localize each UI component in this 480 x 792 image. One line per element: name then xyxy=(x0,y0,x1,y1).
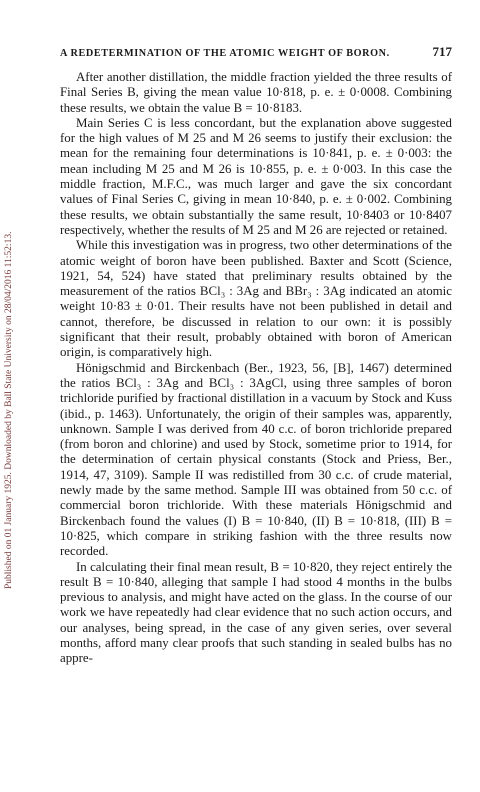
paragraph-final-mean: In calculating their final mean result, B = 10·820, they reject entirely the result B = 10·840, alleging that sample I had stood 4 months in the bulbs previous to analysis, and might have acted on the glass. In the course of our work we have repeatedly had clear evidence that no such action occurs, and our analyses, being spread, in the case of any given series, over several months, afford many clear proofs that such standing in sealed bulbs has no appre- xyxy=(60,559,452,666)
article-body xyxy=(60,70,452,667)
paragraph-baxter-scott: While this investigation was in progress, two other determinations of the atomic weight of boron have been published. Baxter and Scott (Science, 1921, 54, 524) have stated that preliminary results obtained by the measurement of the ratios BCl₃ : 3Ag and BBr₃ : 3Ag indicated an atomic weight 10·83 ± 0·01. Their results have not been published in detail and cannot, therefore, be discussed in relation to our own: it is possibly significant that their result, probably obtained with boron of American origin, is comparatively high. xyxy=(60,238,452,360)
running-head: A REDETERMINATION OF THE ATOMIC WEIGHT OF BORON. xyxy=(60,48,390,59)
page-number: 717 xyxy=(432,44,452,59)
page-header xyxy=(60,44,452,62)
download-provenance-note: Published on 01 January 1925. Downloaded by Ball State University on 28/04/2016 11:52:13. xyxy=(4,231,14,589)
paragraph-series-c: Main Series C is less concordant, but the explanation above suggested for the high values of M 25 and M 26 seems to justify their exclusion: the mean for the remaining four determinations is 10·841, p. e. ± 0·003: the mean including M 25 and M 26 is 10·855, p. e. ± 0·003. In this case the middle fraction, M.F.C., was much larger and gave the six concordant values of Final Series C, giving in mean 10·840, p. e. ± 0·002. Combining these results, we obtain substantially the same result, 10·8403 or 10·8407 respectively, whether the results of M 25 and M 26 are rejected or retained. xyxy=(60,115,452,237)
paragraph-honigschmid: Hönigschmid and Birckenbach (Ber., 1923, 56, [B], 1467) determined the ratios BCl₃ : 3Ag and BCl₃ : 3AgCl, using three samples of boron trichloride purified by fractional distillation in a vacuum by Stock and Kuss (ibid., p. 1463). Unfortunately, the origin of their samples was, apparently, unknown. Sample I was derived from 40 c.c. of boron trichloride prepared (from boron and chlorine) and used by Stock, sometime prior to 1914, for the determination of certain physical constants (Stock and Priess, Ber., 1914, 47, 3109). Sample II was redistilled from 30 c.c. of crude material, newly made by the same method. Sample III was obtained from 50 c.c. of commercial boron trichloride. With these materials Hönigschmid and Birckenbach found the values (I) B = 10·840, (II) B = 10·818, (III) B = 10·825, which compare in striking fashion with the three results now recorded. xyxy=(60,360,452,559)
paragraph-series-b: After another distillation, the middle fraction yielded the three results of Final Series B, giving the mean value 10·818, p. e. ± 0·0008. Combining these results, we obtain the value B = 10·8183. xyxy=(60,70,452,115)
